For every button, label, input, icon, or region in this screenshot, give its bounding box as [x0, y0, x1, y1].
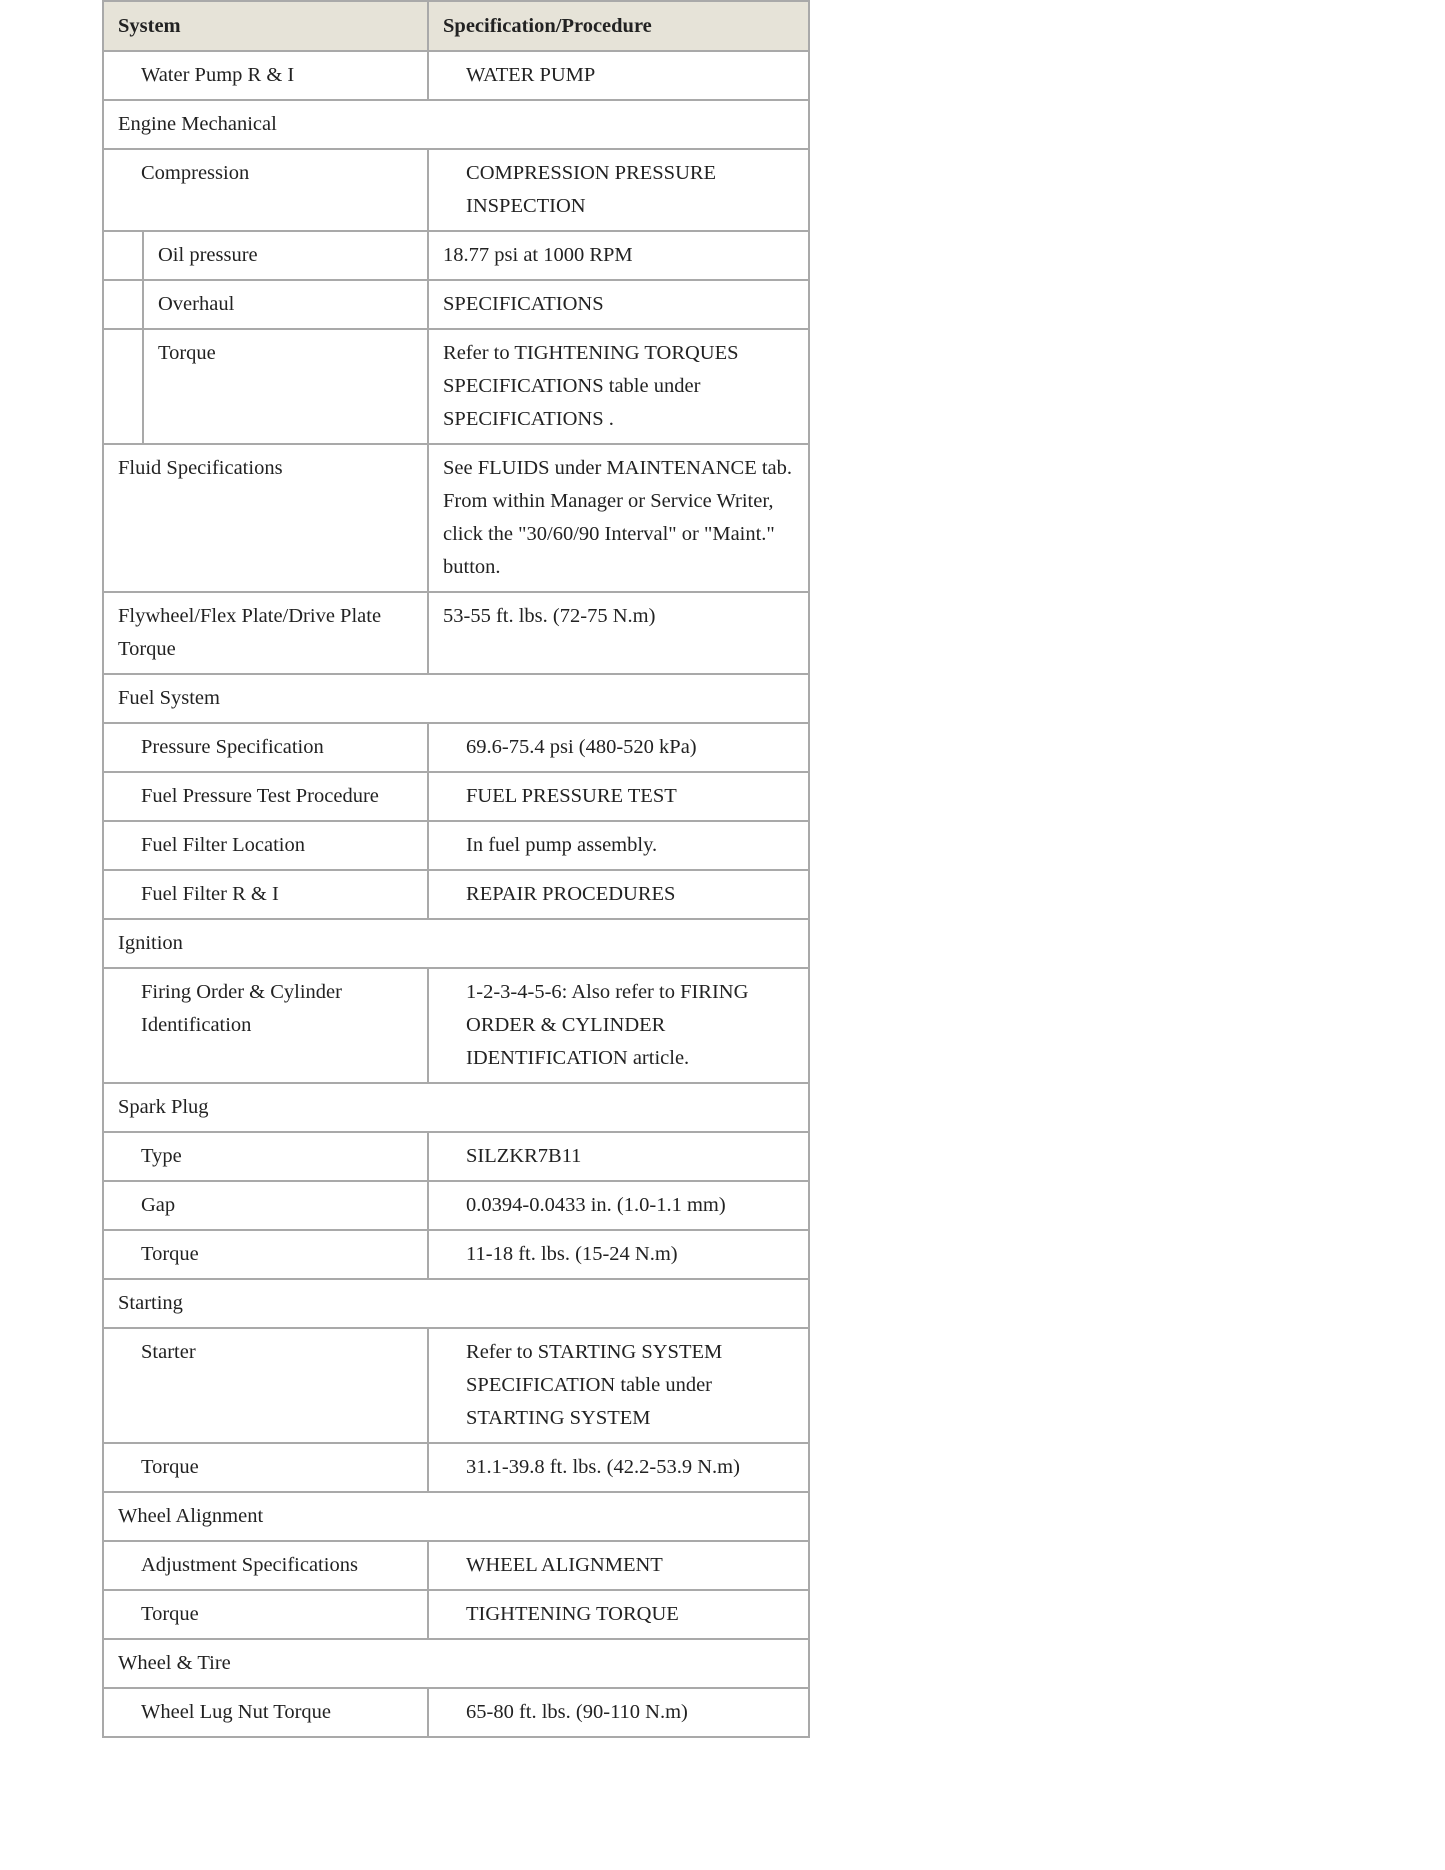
- system-cell: Adjustment Specifications: [103, 1541, 428, 1590]
- system-cell: Overhaul: [143, 280, 428, 329]
- section-label: Wheel & Tire: [103, 1639, 809, 1688]
- section-label: Fuel System: [103, 674, 809, 723]
- system-cell: Torque: [103, 1443, 428, 1492]
- section-label: Spark Plug: [103, 1083, 809, 1132]
- system-cell: Fuel Pressure Test Procedure: [103, 772, 428, 821]
- indent-cell: [103, 231, 143, 280]
- spec-cell: In fuel pump assembly.: [428, 821, 809, 870]
- section-label: Engine Mechanical: [103, 100, 809, 149]
- table-row: [103, 1181, 809, 1230]
- header-specification: Specification/Procedure: [428, 1, 809, 51]
- spec-cell: REPAIR PROCEDURES: [428, 870, 809, 919]
- system-cell: Starter: [103, 1328, 428, 1443]
- spec-cell: See FLUIDS under MAINTENANCE tab. From within Manager or Service Writer, click the "30/60/90 Interval" or "Maint." button.: [428, 444, 809, 592]
- table-row: [103, 51, 809, 100]
- system-cell: Pressure Specification: [103, 723, 428, 772]
- table-row: [103, 1541, 809, 1590]
- section-row: [103, 1083, 809, 1132]
- table-row: [103, 1443, 809, 1492]
- system-cell: Fluid Specifications: [103, 444, 428, 592]
- spec-cell: 31.1-39.8 ft. lbs. (42.2-53.9 N.m): [428, 1443, 809, 1492]
- spec-cell: SPECIFICATIONS: [428, 280, 809, 329]
- indent-cell: [103, 280, 143, 329]
- system-cell: Type: [103, 1132, 428, 1181]
- system-cell: Torque: [103, 1230, 428, 1279]
- table-row: [103, 329, 809, 444]
- system-cell: Gap: [103, 1181, 428, 1230]
- section-row: [103, 1279, 809, 1328]
- spec-cell: SILZKR7B11: [428, 1132, 809, 1181]
- spec-cell: 18.77 psi at 1000 RPM: [428, 231, 809, 280]
- spec-cell: TIGHTENING TORQUE: [428, 1590, 809, 1639]
- table-row: [103, 772, 809, 821]
- system-cell: Torque: [143, 329, 428, 444]
- section-label: Starting: [103, 1279, 809, 1328]
- table-row: [103, 1328, 809, 1443]
- table-row: [103, 870, 809, 919]
- spec-cell: 53-55 ft. lbs. (72-75 N.m): [428, 592, 809, 674]
- table-header-row: [103, 1, 809, 51]
- header-system: System: [103, 1, 428, 51]
- system-cell: Torque: [103, 1590, 428, 1639]
- indent-cell: [103, 329, 143, 444]
- system-cell: Flywheel/Flex Plate/Drive Plate Torque: [103, 592, 428, 674]
- table-row: [103, 1688, 809, 1737]
- system-cell: Fuel Filter Location: [103, 821, 428, 870]
- section-row: [103, 919, 809, 968]
- table-row: [103, 1230, 809, 1279]
- system-cell: Fuel Filter R & I: [103, 870, 428, 919]
- table-row: [103, 149, 809, 231]
- spec-cell: Refer to TIGHTENING TORQUES SPECIFICATIONS table under SPECIFICATIONS .: [428, 329, 809, 444]
- section-label: Ignition: [103, 919, 809, 968]
- table-row: [103, 1590, 809, 1639]
- system-cell: Compression: [103, 149, 428, 231]
- system-cell: Water Pump R & I: [103, 51, 428, 100]
- table-row: [103, 280, 809, 329]
- table-row: [103, 592, 809, 674]
- spec-cell: Refer to STARTING SYSTEM SPECIFICATION table under STARTING SYSTEM: [428, 1328, 809, 1443]
- table-row: [103, 968, 809, 1083]
- spec-cell: 65-80 ft. lbs. (90-110 N.m): [428, 1688, 809, 1737]
- table-row: [103, 444, 809, 592]
- spec-cell: WATER PUMP: [428, 51, 809, 100]
- spec-cell: FUEL PRESSURE TEST: [428, 772, 809, 821]
- spec-cell: 11-18 ft. lbs. (15-24 N.m): [428, 1230, 809, 1279]
- table-row: [103, 231, 809, 280]
- spec-cell: 0.0394-0.0433 in. (1.0-1.1 mm): [428, 1181, 809, 1230]
- table-row: [103, 723, 809, 772]
- table-row: [103, 821, 809, 870]
- section-label: Wheel Alignment: [103, 1492, 809, 1541]
- table-row: [103, 1132, 809, 1181]
- spec-cell: 1-2-3-4-5-6: Also refer to FIRING ORDER & CYLINDER IDENTIFICATION article.: [428, 968, 809, 1083]
- system-cell: Wheel Lug Nut Torque: [103, 1688, 428, 1737]
- spec-table: [102, 0, 810, 1738]
- system-cell: Firing Order & Cylinder Identification: [103, 968, 428, 1083]
- section-row: [103, 674, 809, 723]
- section-row: [103, 1492, 809, 1541]
- spec-cell: COMPRESSION PRESSURE INSPECTION: [428, 149, 809, 231]
- system-cell: Oil pressure: [143, 231, 428, 280]
- section-row: [103, 1639, 809, 1688]
- spec-cell: 69.6-75.4 psi (480-520 kPa): [428, 723, 809, 772]
- section-row: [103, 100, 809, 149]
- spec-cell: WHEEL ALIGNMENT: [428, 1541, 809, 1590]
